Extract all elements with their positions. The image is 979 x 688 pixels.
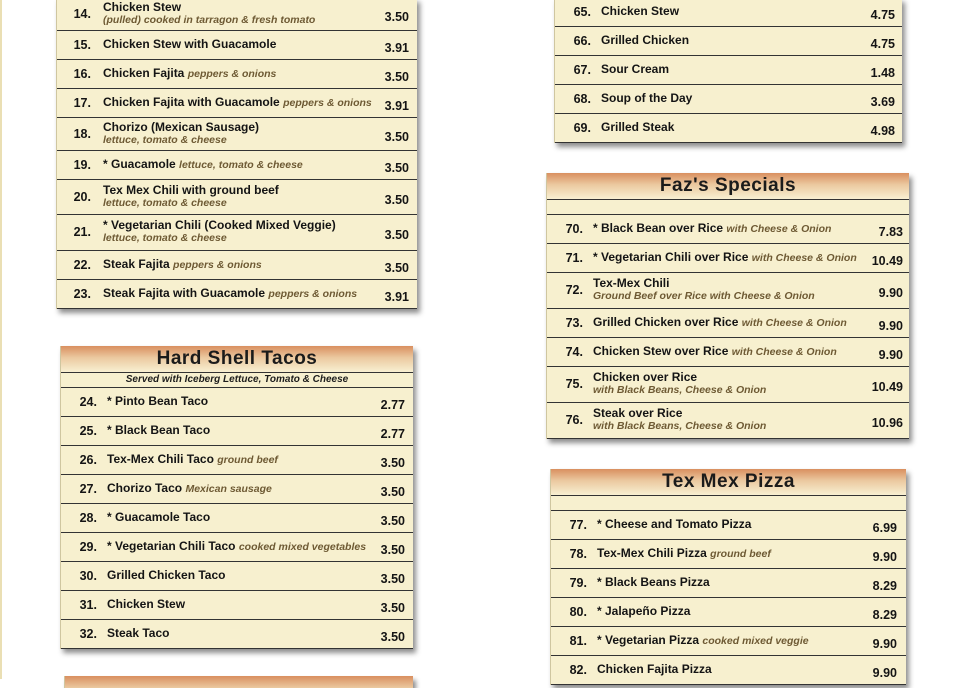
menu-item-description <box>597 517 751 531</box>
menu-item-description <box>107 394 208 408</box>
menu-item-description <box>107 423 210 437</box>
menu-item-row <box>555 114 902 143</box>
menu-panel-faz-specials <box>546 173 909 439</box>
menu-item-name: Tex-Mex Chili <box>593 276 670 290</box>
menu-item-note: with Cheese & Onion <box>731 345 837 358</box>
menu-item-name: Steak Fajita with Guacamole <box>103 285 266 300</box>
menu-item-note: peppers & onions <box>268 287 358 300</box>
menu-item-price: 8.29 <box>872 578 897 593</box>
menu-item-price: 3.50 <box>380 600 405 615</box>
menu-item-price: 8.29 <box>872 607 897 622</box>
menu-item-price: 3.50 <box>384 9 409 24</box>
menu-item-number: 73. <box>565 315 583 330</box>
menu-item-description <box>601 91 692 105</box>
menu-item-name: * Vegetarian Chili over Rice <box>593 249 749 264</box>
page-left-rule <box>0 0 2 679</box>
menu-item-number: 76. <box>565 413 583 427</box>
menu-item-number: 27. <box>79 481 97 496</box>
menu-item-description <box>103 183 279 210</box>
menu-item-row <box>551 656 906 685</box>
menu-item-number: 16. <box>73 66 91 81</box>
menu-item-price: 9.90 <box>878 286 903 300</box>
menu-item-number: 31. <box>79 597 97 612</box>
menu-item-note: with Cheese & Onion <box>751 251 857 264</box>
menu-item-number: 67. <box>573 62 591 77</box>
menu-item-price: 9.90 <box>872 665 897 680</box>
menu-item-description <box>597 633 809 648</box>
menu-item-price: 3.50 <box>380 542 405 557</box>
menu-item-number: 68. <box>573 91 591 106</box>
menu-item-description <box>103 0 315 27</box>
menu-item-description <box>593 344 837 359</box>
menu-item-number: 65. <box>573 4 591 19</box>
menu-item-description <box>107 539 366 554</box>
menu-item-name: Chorizo (Mexican Sausage) <box>103 119 260 134</box>
menu-item-description <box>601 120 674 134</box>
menu-item-number: 18. <box>73 126 91 141</box>
menu-item-number: 26. <box>79 452 97 467</box>
menu-item-row <box>551 627 906 656</box>
menu-item-price: 3.50 <box>384 69 409 84</box>
menu-item-number: 17. <box>73 95 91 110</box>
menu-item-name: Steak over Rice <box>593 406 683 420</box>
menu-item-number: 28. <box>79 510 97 525</box>
menu-item-price: 3.50 <box>384 129 409 144</box>
menu-item-number: 66. <box>573 33 591 48</box>
menu-item-row <box>57 151 417 180</box>
menu-item-row <box>61 504 413 533</box>
menu-item-name: Chicken Stew over Rice <box>593 343 729 358</box>
menu-item-name: Tex-Mex Chili Taco <box>107 451 214 466</box>
menu-item-price: 3.50 <box>380 484 405 499</box>
menu-item-row <box>551 540 906 569</box>
menu-item-name: Chicken over Rice <box>593 370 698 384</box>
menu-item-row <box>57 60 417 89</box>
menu-item-name: * Black Beans Pizza <box>597 574 710 589</box>
menu-item-row <box>551 511 906 540</box>
menu-item-description <box>107 626 169 640</box>
panel-title: Tex Mex Pizza <box>551 469 906 495</box>
menu-item-name: * Vegetarian Chili (Cooked Mixed Veggie) <box>103 218 336 232</box>
menu-item-number: 79. <box>569 575 587 590</box>
menu-item-row <box>61 417 413 446</box>
menu-item-description <box>597 546 771 561</box>
menu-item-price: 3.50 <box>380 571 405 586</box>
menu-item-number: 82. <box>569 662 587 677</box>
menu-item-number: 70. <box>565 221 583 236</box>
menu-item-note: cooked mixed vegetables <box>238 540 367 553</box>
menu-item-row <box>57 180 417 215</box>
menu-item-number: 69. <box>573 120 591 135</box>
menu-item-row <box>551 569 906 598</box>
menu-item-description <box>103 286 357 301</box>
menu-item-description <box>593 315 847 330</box>
menu-panel-continued-left <box>56 0 417 309</box>
menu-item-description <box>593 221 831 236</box>
menu-item-description <box>597 662 712 676</box>
menu-item-row <box>555 85 902 114</box>
menu-item-name: * Jalapeño Pizza <box>597 603 691 618</box>
menu-item-row <box>61 562 413 591</box>
menu-item-number: 72. <box>565 283 583 297</box>
menu-item-name: Chorizo Taco <box>107 480 183 495</box>
menu-item-number: 74. <box>565 344 583 359</box>
menu-item-name: Chicken Stew <box>601 3 680 18</box>
menu-item-row <box>547 273 909 309</box>
menu-item-row <box>57 215 417 251</box>
menu-item-description <box>593 250 857 265</box>
panel-title: Faz's Specials <box>547 173 909 199</box>
menu-item-row <box>61 533 413 562</box>
menu-item-description <box>593 406 766 433</box>
menu-item-name: Chicken Fajita <box>103 65 185 80</box>
menu-item-note: peppers & onions <box>187 67 277 80</box>
menu-item-description <box>593 370 766 397</box>
menu-item-row <box>547 309 909 338</box>
menu-item-description <box>107 568 225 582</box>
menu-item-note: peppers & onions <box>283 96 372 109</box>
menu-item-price: 3.91 <box>384 40 409 55</box>
menu-item-price: 10.49 <box>871 253 903 268</box>
menu-item-number: 29. <box>79 539 97 554</box>
menu-item-name: Tex-Mex Chili Pizza <box>597 545 707 560</box>
menu-item-row <box>555 0 902 27</box>
menu-item-name: Sour Cream <box>601 61 670 76</box>
menu-item-note: Mexican sausage <box>185 482 272 495</box>
menu-item-detail: (pulled) cooked in tarragon & fresh tomato <box>103 13 316 26</box>
menu-item-description <box>107 452 278 467</box>
menu-item-description <box>103 66 276 81</box>
menu-item-number: 14. <box>73 6 91 21</box>
menu-item-price: 3.91 <box>384 98 409 113</box>
menu-item-name: Grilled Chicken <box>601 32 690 47</box>
menu-item-name: Chicken Fajita with Guacamole <box>103 94 280 109</box>
menu-item-description <box>601 33 689 47</box>
menu-item-description <box>107 510 210 524</box>
menu-item-price: 10.96 <box>871 416 903 430</box>
menu-item-number: 81. <box>569 633 587 648</box>
menu-item-row <box>57 251 417 280</box>
menu-item-row <box>57 0 417 31</box>
menu-item-detail: with Black Beans, Cheese & Onion <box>593 384 767 396</box>
menu-item-description <box>103 95 372 110</box>
menu-item-row <box>547 367 909 403</box>
menu-item-row <box>547 244 909 273</box>
menu-item-description <box>103 218 336 245</box>
menu-item-number: 21. <box>73 225 91 239</box>
menu-item-note: cooked mixed veggie <box>702 634 809 647</box>
menu-item-name: * Black Bean over Rice <box>593 220 724 235</box>
menu-item-name: Steak Taco <box>107 625 170 640</box>
menu-item-number: 20. <box>73 189 91 204</box>
menu-item-name: Grilled Steak <box>601 119 675 134</box>
menu-item-detail: with Black Beans, Cheese & Onion <box>593 420 767 432</box>
menu-item-number: 78. <box>569 546 587 561</box>
panel-title: Hard Shell Tacos <box>61 346 413 372</box>
menu-item-row <box>57 89 417 118</box>
menu-item-detail: Ground Beef over Rice with Cheese & Onion <box>593 290 815 302</box>
menu-item-name: * Pinto Bean Taco <box>107 393 209 408</box>
menu-item-detail: lettuce, tomato & cheese <box>103 232 227 244</box>
menu-item-row <box>551 598 906 627</box>
menu-item-description <box>107 597 185 611</box>
menu-item-number: 30. <box>79 568 97 583</box>
menu-item-note: ground beef <box>710 547 771 560</box>
menu-item-price: 2.77 <box>380 426 405 441</box>
menu-item-number: 15. <box>73 37 91 52</box>
menu-item-name: Chicken Stew with Guacamole <box>103 36 277 51</box>
menu-item-row <box>555 27 902 56</box>
menu-item-row <box>61 591 413 620</box>
menu-item-note: with Cheese & Onion <box>741 316 847 329</box>
menu-item-price: 2.77 <box>380 397 405 412</box>
menu-item-note: ground beef <box>217 453 278 466</box>
menu-item-name: * Vegetarian Chili Taco <box>107 538 236 553</box>
menu-item-name: Grilled Chicken Taco <box>107 567 226 582</box>
menu-item-row <box>61 446 413 475</box>
panel-subtitle <box>547 199 909 215</box>
menu-item-number: 24. <box>79 394 97 409</box>
menu-item-name: * Guacamole <box>103 156 176 171</box>
menu-item-price: 3.50 <box>384 228 409 242</box>
menu-item-name: * Cheese and Tomato Pizza <box>597 516 752 531</box>
menu-item-row <box>547 403 909 439</box>
menu-item-price: 9.90 <box>872 636 897 651</box>
panel-subtitle <box>551 495 906 511</box>
menu-item-description <box>103 37 276 51</box>
menu-item-number: 75. <box>565 377 583 391</box>
menu-item-note: with Cheese & Onion <box>726 222 832 235</box>
menu-item-description <box>597 604 690 618</box>
menu-item-description <box>601 62 669 76</box>
menu-item-price: 9.90 <box>872 549 897 564</box>
menu-item-row <box>57 31 417 60</box>
menu-item-price: 3.50 <box>384 192 409 207</box>
menu-item-price: 4.98 <box>870 123 895 138</box>
menu-item-row <box>61 475 413 504</box>
menu-item-number: 22. <box>73 257 91 272</box>
menu-item-description <box>103 157 303 172</box>
menu-item-number: 32. <box>79 626 97 641</box>
menu-item-row <box>61 388 413 417</box>
menu-item-name: Grilled Chicken over Rice <box>593 314 739 329</box>
menu-item-price: 3.50 <box>384 160 409 175</box>
menu-item-price: 3.50 <box>384 260 409 275</box>
menu-item-price: 4.75 <box>870 36 895 51</box>
menu-panel-tex-mex-pizza <box>550 469 906 685</box>
menu-item-row <box>547 338 909 367</box>
menu-item-price: 3.50 <box>380 513 405 528</box>
menu-item-description <box>601 4 679 18</box>
menu-item-name: Steak Fajita <box>103 256 170 271</box>
menu-item-price: 3.69 <box>870 94 895 109</box>
menu-panel-continued-right <box>554 0 902 143</box>
menu-item-name: Tex Mex Chili with ground beef <box>103 182 279 197</box>
menu-panel-next-partial <box>64 676 413 688</box>
menu-item-note: peppers & onions <box>173 258 262 271</box>
menu-item-price: 3.91 <box>384 289 409 304</box>
menu-item-description <box>103 120 259 147</box>
menu-item-row <box>57 118 417 151</box>
menu-item-name: Chicken Stew <box>107 596 186 611</box>
menu-item-note: lettuce, tomato & cheese <box>179 158 303 171</box>
menu-item-row <box>57 280 417 309</box>
menu-item-detail: lettuce, tomato & cheese <box>103 133 227 146</box>
menu-item-row <box>61 620 413 649</box>
menu-item-detail: lettuce, tomato & cheese <box>103 196 227 209</box>
menu-item-price: 6.99 <box>872 520 897 535</box>
menu-item-name: Soup of the Day <box>601 90 693 105</box>
menu-item-number: 23. <box>73 286 91 301</box>
menu-item-price: 9.90 <box>878 347 903 362</box>
menu-item-price: 3.50 <box>380 629 405 644</box>
menu-item-name: * Guacamole Taco <box>107 509 211 524</box>
menu-item-name: * Vegetarian Pizza <box>597 632 700 647</box>
menu-item-name: Chicken Fajita Pizza <box>597 661 712 676</box>
menu-item-row <box>547 215 909 244</box>
menu-panel-hard-shell-tacos <box>60 346 413 649</box>
menu-item-number: 25. <box>79 423 97 438</box>
panel-subtitle: Served with Iceberg Lettuce, Tomato & Cheese <box>61 372 413 388</box>
menu-item-number: 19. <box>73 157 91 172</box>
menu-item-description <box>597 575 710 589</box>
menu-item-description <box>593 276 815 303</box>
menu-item-description <box>107 481 272 496</box>
menu-item-number: 71. <box>565 250 583 265</box>
menu-item-price: 9.90 <box>878 318 903 333</box>
menu-item-price: 1.48 <box>870 65 895 80</box>
menu-item-number: 77. <box>569 517 587 532</box>
menu-item-price: 7.83 <box>878 224 903 239</box>
menu-item-number: 80. <box>569 604 587 619</box>
menu-item-price: 10.49 <box>871 380 903 394</box>
menu-item-name: * Black Bean Taco <box>107 422 211 437</box>
menu-item-name: Chicken Stew <box>103 0 182 14</box>
menu-item-row <box>555 56 902 85</box>
menu-item-price: 4.75 <box>870 7 895 22</box>
menu-item-description <box>103 257 262 272</box>
menu-item-price: 3.50 <box>380 455 405 470</box>
